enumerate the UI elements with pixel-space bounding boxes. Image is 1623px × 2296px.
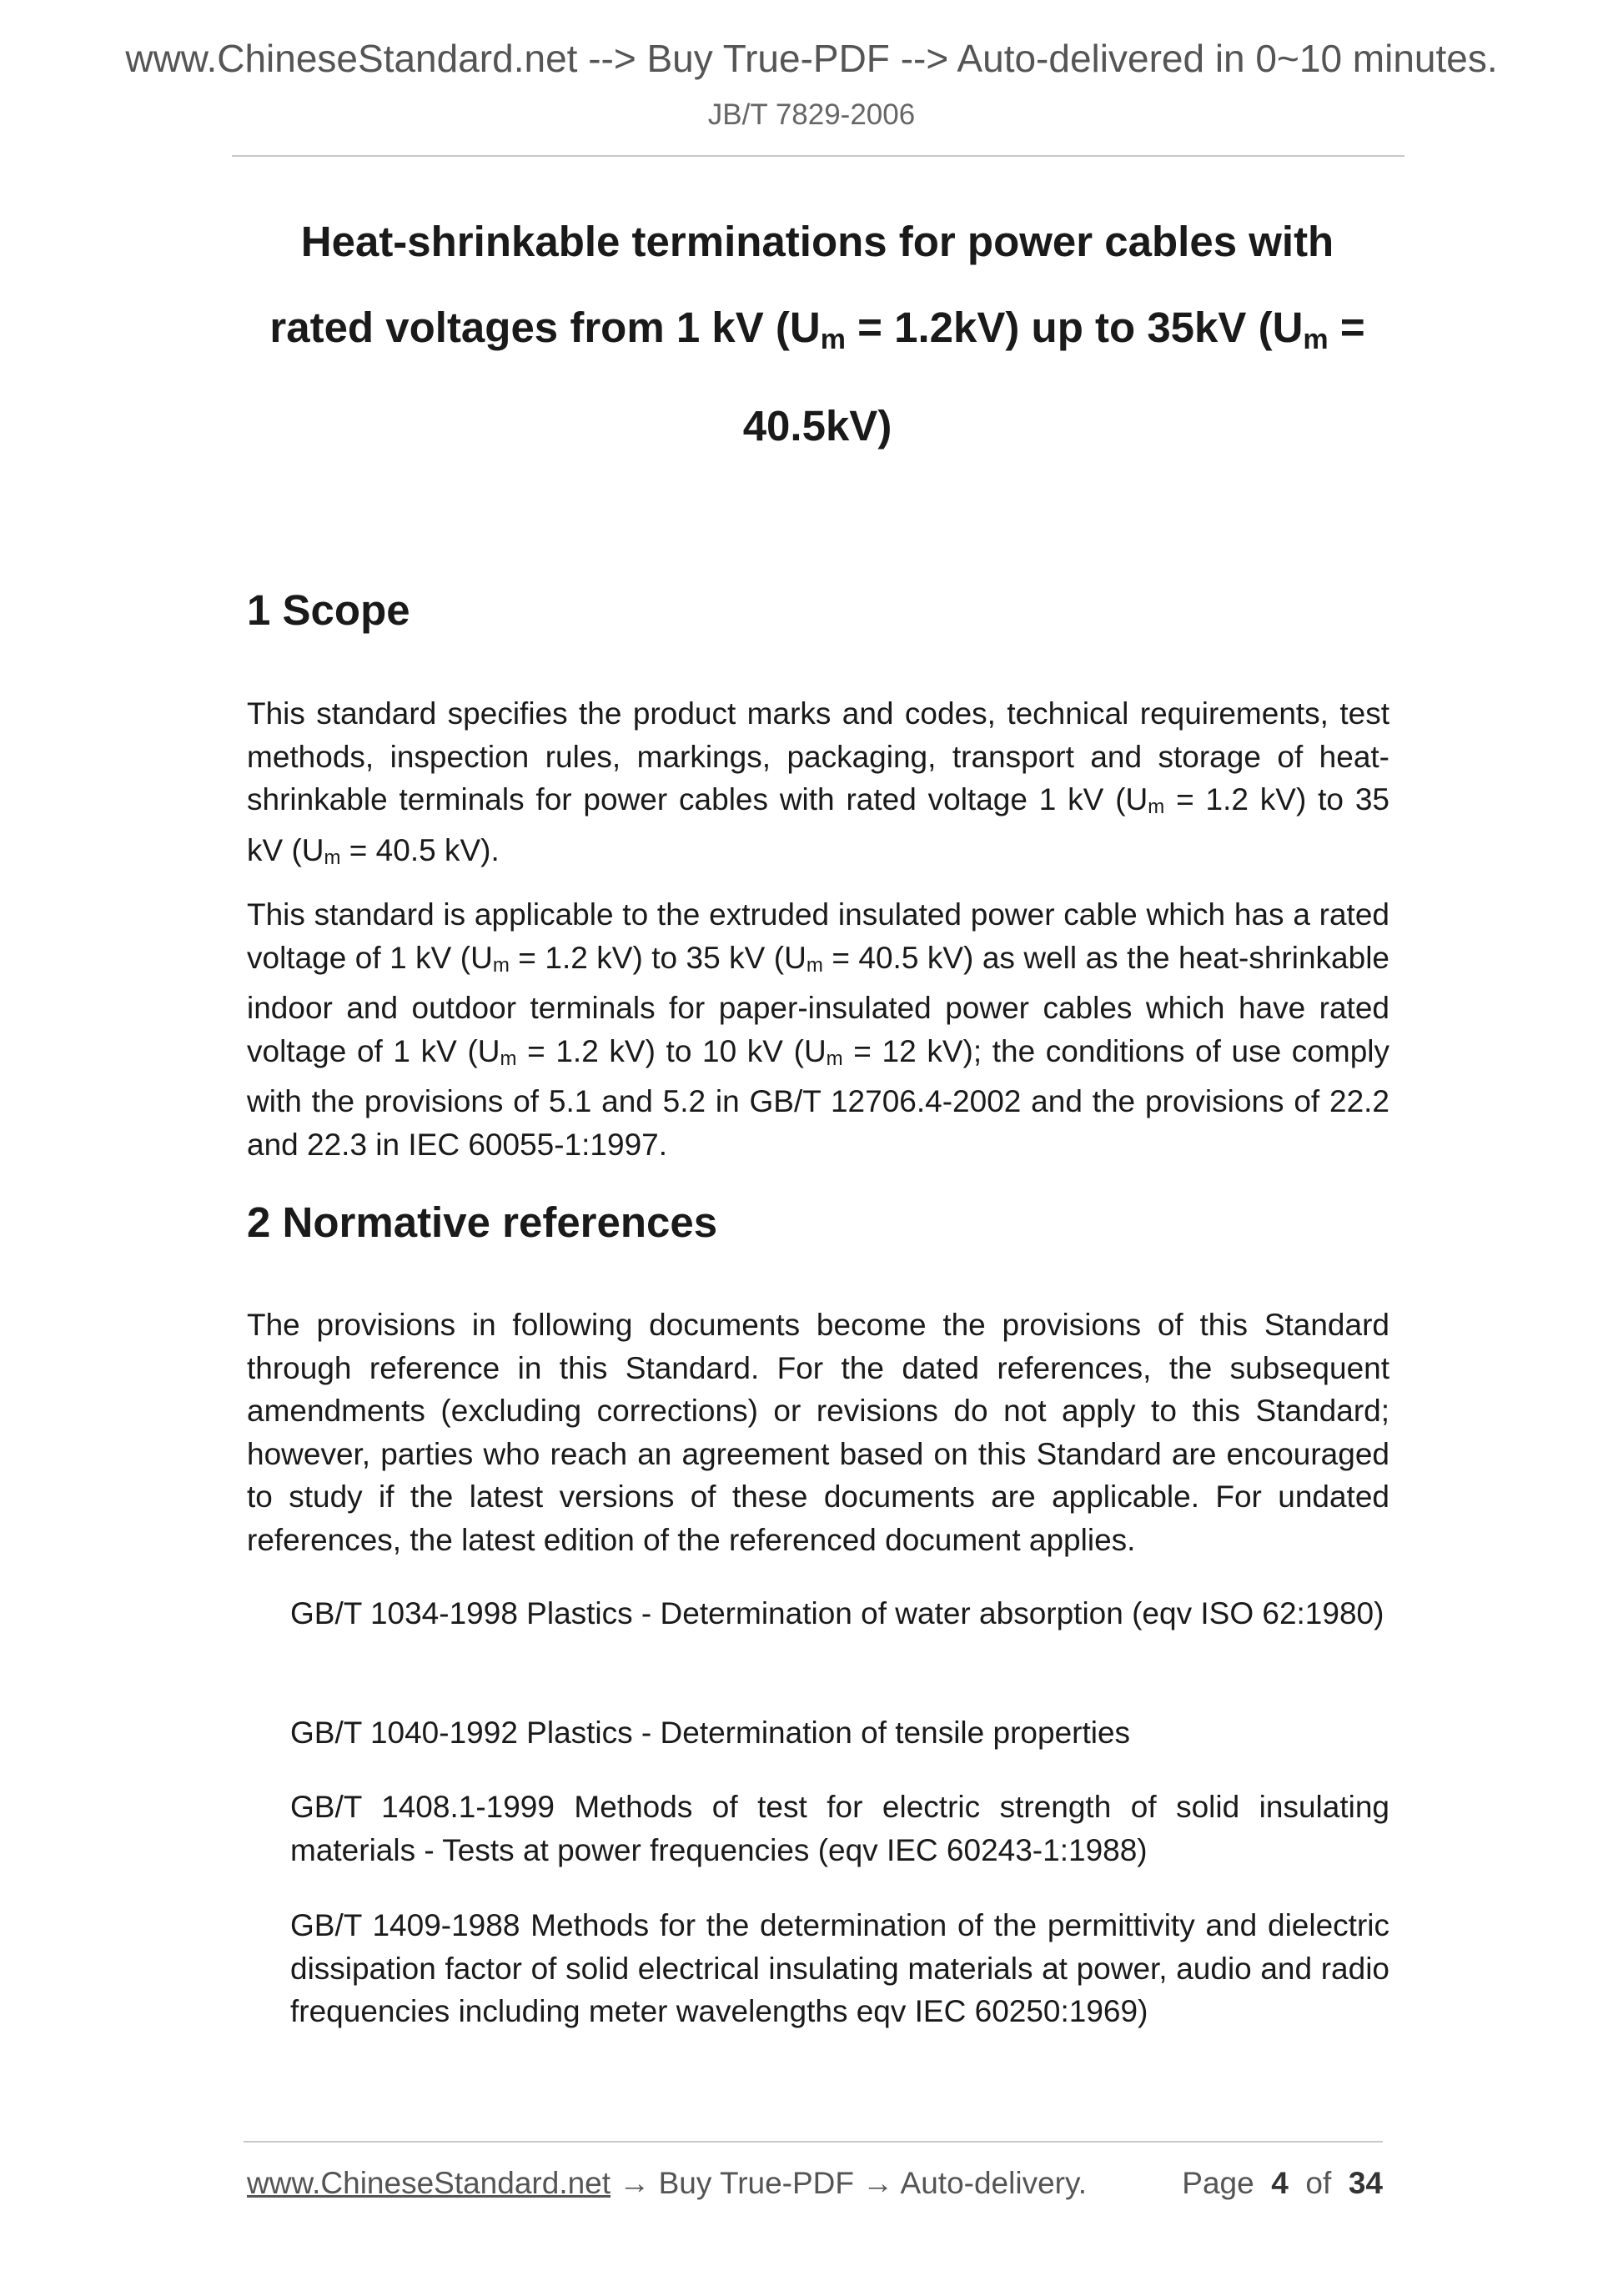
subscript: m: [820, 324, 846, 355]
subscript: m: [492, 953, 510, 977]
title-line-3: 40.5kV): [742, 402, 892, 450]
title-text: rated voltages from 1 kV (U: [269, 304, 821, 351]
paragraph-text: = 40.5 kV).: [340, 832, 500, 867]
subscript: m: [500, 1047, 517, 1070]
footer-buy-text: Buy True-PDF: [658, 2166, 855, 2200]
footer-site-link[interactable]: www.ChineseStandard.net: [247, 2166, 611, 2200]
paragraph-text: This standard specifies the product marks and codes, technical requirements, test methods, inspection rules, markings, packaging, transport and storage of heat-shrinkable terminals for power cables with rated voltage 1 kV (U: [247, 696, 1389, 816]
footer-divider: [244, 2141, 1383, 2143]
paragraph-text: This standard is applicable to the extruded insulated power cable which has a rated voltage of 1 kV (U: [247, 897, 1389, 975]
scope-paragraph-1: [247, 692, 1389, 879]
title-text: =: [1328, 304, 1365, 351]
paragraph-text: = 1.2 kV) to 10 kV (U: [516, 1033, 827, 1068]
reference-item: GB/T 1040-1992 Plastics - Determination of tensile properties: [290, 1716, 1131, 1750]
reference-item: GB/T 1034-1998 Plastics - Determination of water absorption (eqv ISO 62:1980): [290, 1596, 1384, 1630]
page-footer: [247, 2166, 1383, 2201]
arrow-icon: →: [619, 2166, 651, 2200]
title-text: = 1.2kV) up to 35kV (U: [845, 304, 1304, 351]
standard-code: JB/T 7829-2006: [707, 98, 916, 131]
of-label: of: [1305, 2166, 1332, 2200]
paragraph-text: = 1.2 kV) to 35 kV (U: [509, 940, 806, 975]
paragraph-text: = 12 kV); the conditions of use comply with the provisions of 5.1 and 5.2 in GB/T 12706.4-2002 and the provisions of 22.2 and 22.3 in IEC 60055-1:1997.: [247, 1033, 1389, 1162]
page-label: Page: [1182, 2166, 1254, 2200]
scope-paragraph-2: [247, 893, 1389, 1166]
document-title: [234, 198, 1401, 469]
site-banner: www.ChineseStandard.net --> Buy True-PDF --> Auto-delivered in 0~10 minutes.: [125, 37, 1498, 80]
subscript: m: [826, 1047, 843, 1070]
subscript: m: [1303, 324, 1329, 355]
footer-delivery-text: Auto-delivery.: [900, 2166, 1088, 2200]
header-divider: [232, 155, 1404, 157]
paragraph-text: = 1.2 kV) to 35 kV (U: [247, 782, 1389, 867]
total-page-count: 34: [1348, 2166, 1383, 2200]
reference-item: GB/T 1408.1-1999 Methods of test for electric strength of solid insulating materials - Tests at power frequencies (eqv IEC 60243-1:1988): [290, 1790, 1389, 1867]
subscript: m: [1148, 796, 1165, 818]
section-heading-normative-references: 2 Normative references: [247, 1198, 718, 1246]
page-indicator: [1182, 2166, 1383, 2201]
normative-intro-paragraph: The provisions in following documents become the provisions of this Standard through reference in this Standard. For the dated references, the subsequent amendments (excluding corrections) or revisions do not apply to this Standard; however, parties who reach an agreement based on this Standard are encouraged to study if the latest versions of these documents are applicable. For undated references, the latest edition of the referenced document applies.: [247, 1308, 1389, 1557]
subscript: m: [806, 953, 823, 977]
title-line-2: [234, 284, 1401, 383]
paragraph-text: = 40.5 kV) as well as the heat-shrinkable indoor and outdoor terminals for paper-insulated power cables which have rated voltage of 1 kV (U: [247, 940, 1390, 1068]
subscript: m: [324, 846, 341, 869]
reference-item: GB/T 1409-1988 Methods for the determination of the permittivity and dielectric dissipation factor of solid electrical insulating materials at power, audio and radio frequencies including meter wavelengths eqv IEC 60250:1969): [290, 1908, 1389, 2028]
title-line-1: Heat-shrinkable terminations for power cables with: [300, 218, 1334, 265]
current-page-number: 4: [1271, 2166, 1289, 2200]
arrow-icon: →: [862, 2166, 894, 2200]
section-heading-scope: 1 Scope: [247, 586, 410, 634]
